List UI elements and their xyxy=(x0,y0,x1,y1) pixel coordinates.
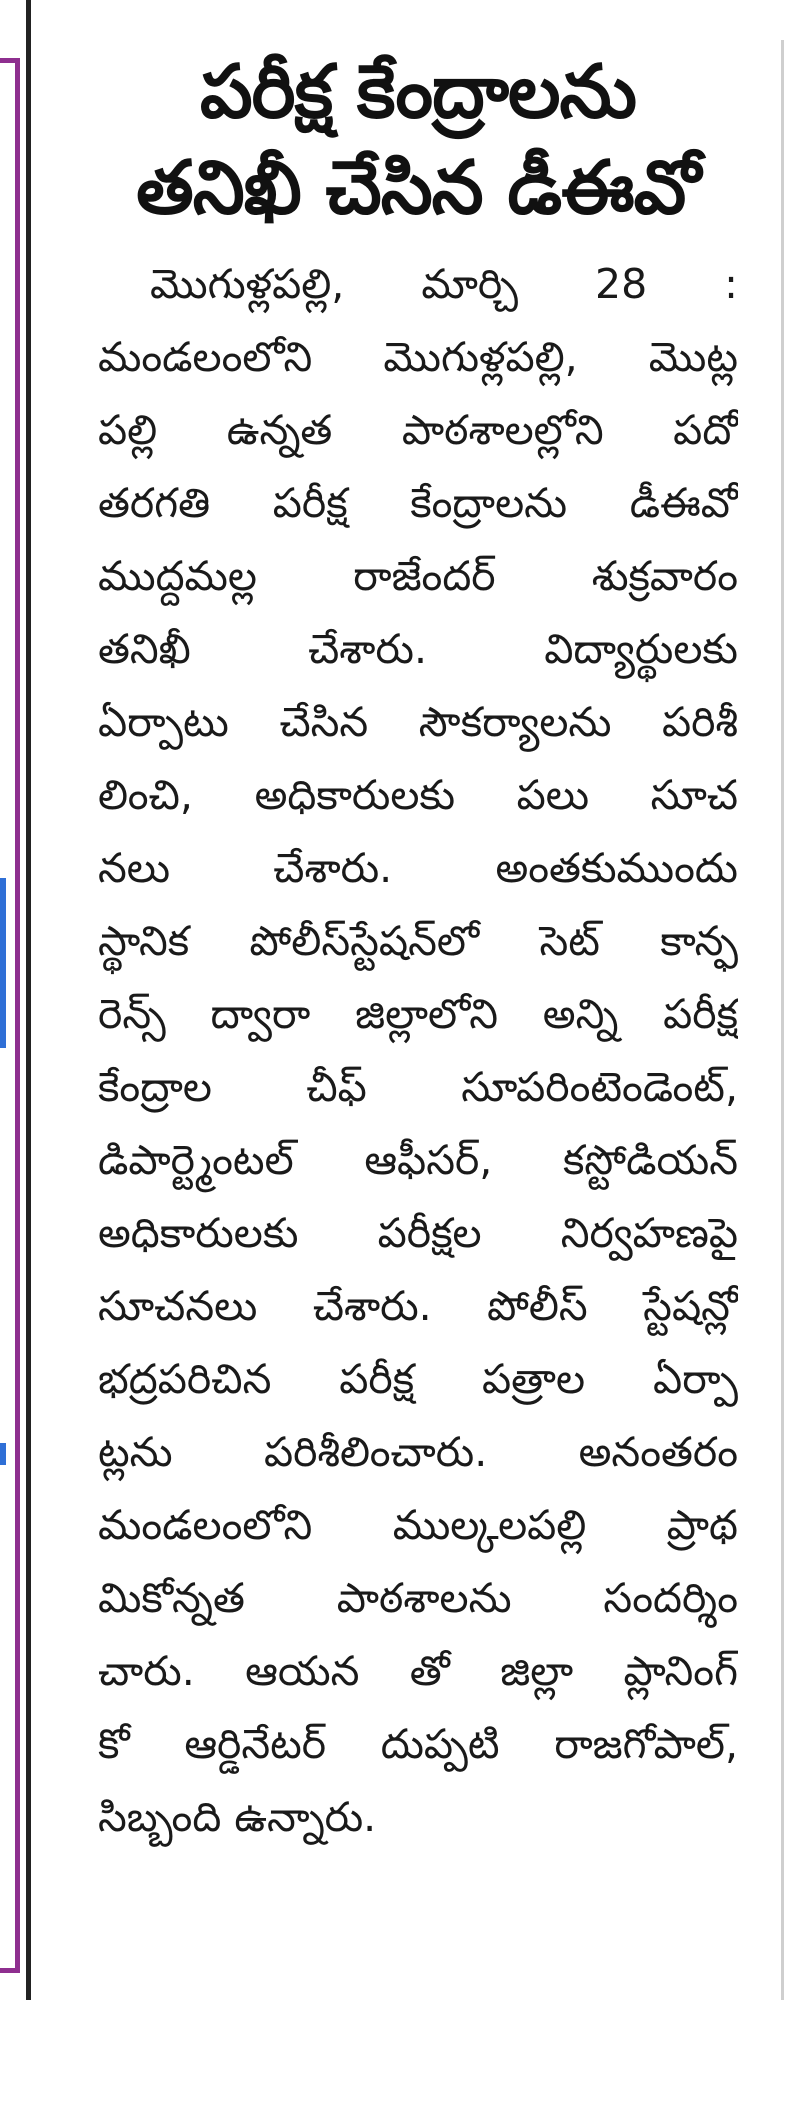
article-body-line: ఏర్పాటు చేసిన సౌకర్యాలను పరిశీ xyxy=(98,698,738,746)
headline-line-1: పరీక్ష కేంద్రాలను xyxy=(199,49,636,135)
headline-line-2: తనిఖీ చేసిన డీఈవో xyxy=(136,145,700,231)
article-body-line: నలు చేశారు. అంతకుముందు xyxy=(98,844,738,892)
article-body-line: తనిఖీ చేశారు. విద్యార్థులకు xyxy=(98,625,738,673)
article-body-line: సూచనలు చేశారు. పోలీస్ స్టేషన్లో xyxy=(98,1282,738,1330)
article-body-line: చారు. ఆయన తో జిల్లా ప్లానింగ్ xyxy=(98,1647,738,1695)
column-divider-right xyxy=(781,40,784,2000)
article-body-line: సిబ్బంది ఉన్నారు. xyxy=(98,1793,377,1841)
article-body-line: భద్రపరిచిన పరీక్ష పత్రాల ఏర్పా xyxy=(98,1355,738,1403)
article-body-line: స్థానిక పోలీస్‌స్టేషన్‌లో సెట్ కాన్ఫ xyxy=(98,917,738,965)
article-body-line: మొగుళ్లపల్లి, మార్చి 28 : xyxy=(150,260,738,308)
article-body-line: లించి, అధికారులకు పలు సూచ xyxy=(98,771,738,819)
article-body-line: తరగతి పరీక్ష కేంద్రాలను డీఈవో xyxy=(98,479,738,527)
article-headline xyxy=(98,44,738,236)
article-body-line: ట్లను పరిశీలించారు. అనంతరం xyxy=(98,1428,738,1476)
article-body-line: మండలంలోని మొగుళ్లపల్లి, మొట్ల xyxy=(98,333,738,381)
article-body-line: ముద్దమల్ల రాజేందర్ శుక్రవారం xyxy=(98,552,738,600)
article-body-line: మండలంలోని ముల్కలపల్లి ప్రాథ xyxy=(98,1501,738,1549)
article-body-line: అధికారులకు పరీక్షల నిర్వహణపై xyxy=(98,1209,738,1257)
news-article xyxy=(98,44,738,1854)
column-divider-left xyxy=(26,0,31,2000)
article-body-line: కేంద్రాల చీఫ్ సూపరింటెండెంట్, xyxy=(98,1063,738,1111)
article-body-line: రెన్స్ ద్వారా జిల్లాలోని అన్ని పరీక్ష xyxy=(98,990,738,1038)
adjacent-column-color-tick xyxy=(0,1443,6,1465)
adjacent-column-color-bar xyxy=(0,878,6,1048)
article-body-line: డిపార్ట్మెంటల్ ఆఫీసర్, కస్టోడియన్ xyxy=(98,1136,738,1184)
article-body-line: కో ఆర్డినేటర్ దుప్పటి రాజగోపాల్, xyxy=(98,1720,738,1768)
article-body-line: పల్లి ఉన్నత పాఠశాలల్లోని పదో xyxy=(98,406,738,454)
article-body-line: మికోన్నత పాఠశాలను సందర్శిం xyxy=(98,1574,738,1622)
article-body xyxy=(98,248,738,1854)
